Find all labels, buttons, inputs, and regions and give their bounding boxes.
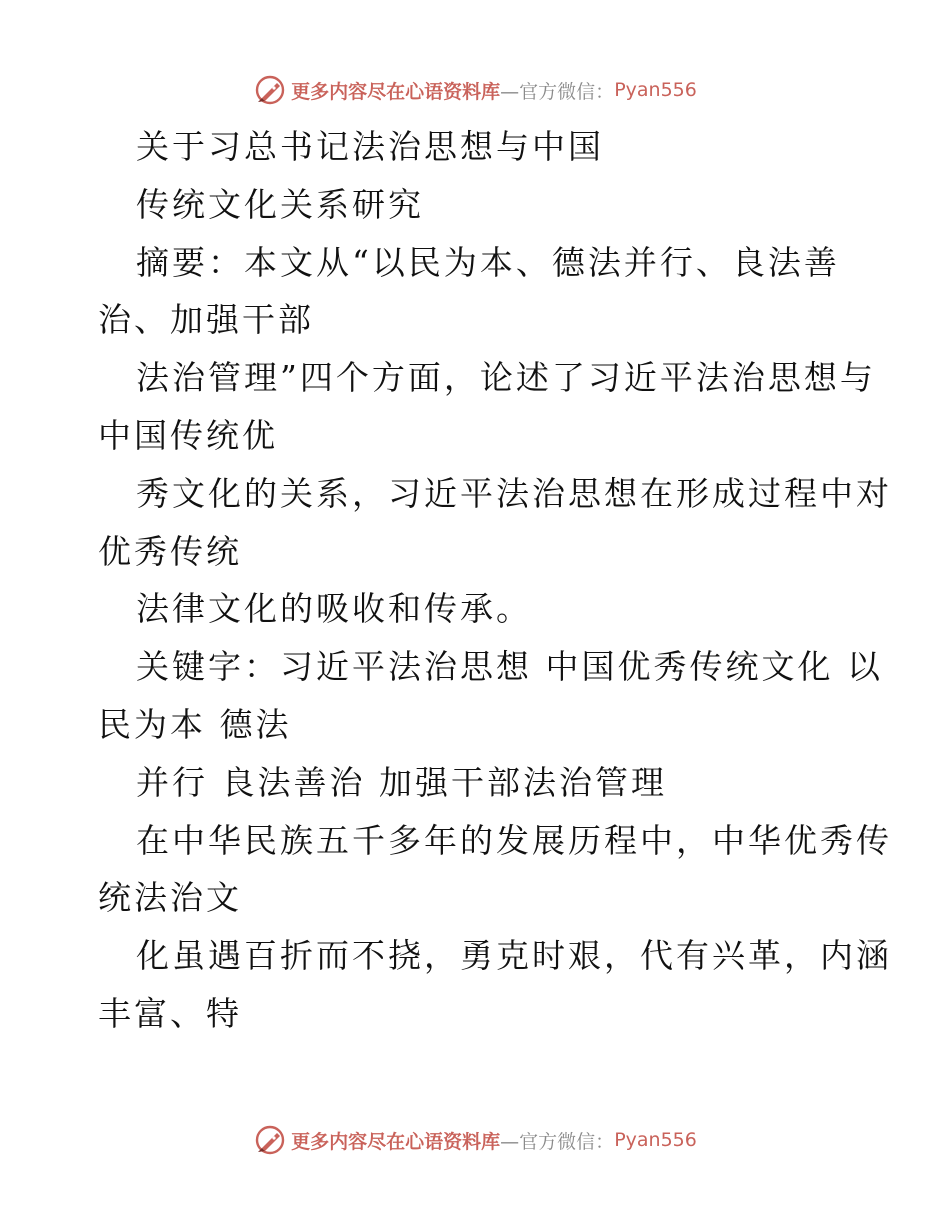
watermark-wechat-id: Pyan556 (614, 79, 697, 101)
text-line: 中国传统优 (98, 415, 278, 455)
text-line: 并行 良法善治 加强干部法治管理 (136, 762, 667, 802)
text-line: 丰富、特 (98, 993, 242, 1033)
text-line: 传统文化关系研究 (136, 184, 424, 224)
watermark-site-name: 更多内容尽在心语资料库 (291, 1130, 501, 1153)
watermark-wechat-label: —官方微信： (500, 1130, 615, 1153)
text-line: 法治管理”四个方面，论述了习近平法治思想与 (136, 358, 876, 398)
text-line: 化虽遇百折而不挠，勇克时艰，代有兴革，内涵 (136, 936, 892, 976)
watermark-wechat-label: —官方微信： (500, 80, 615, 103)
footer-watermark (0, 1120, 950, 1160)
header-watermark (0, 70, 950, 110)
pen-nib-logo-icon (253, 1123, 287, 1157)
text-line: 统法治文 (98, 878, 242, 918)
text-line: 摘要：本文从“以民为本、德法并行、良法善 (136, 242, 840, 282)
text-line: 法律文化的吸收和传承。 (136, 589, 532, 629)
text-line: 秀文化的关系，习近平法治思想在形成过程中对 (136, 473, 892, 513)
document-body (98, 118, 892, 1043)
text-line: 在中华民族五千多年的发展历程中，中华优秀传 (136, 820, 892, 860)
text-line: 民为本 德法 (98, 704, 292, 744)
text-line: 关于习总书记法治思想与中国 (136, 127, 604, 166)
text-line: 治、加强干部 (98, 300, 314, 340)
text-line: 关键字：习近平法治思想 中国优秀传统文化 以 (136, 647, 883, 687)
watermark-site-name: 更多内容尽在心语资料库 (291, 80, 501, 103)
watermark-wechat-id: Pyan556 (614, 1129, 697, 1151)
pen-nib-logo-icon (253, 73, 287, 107)
text-line: 优秀传统 (98, 531, 242, 571)
